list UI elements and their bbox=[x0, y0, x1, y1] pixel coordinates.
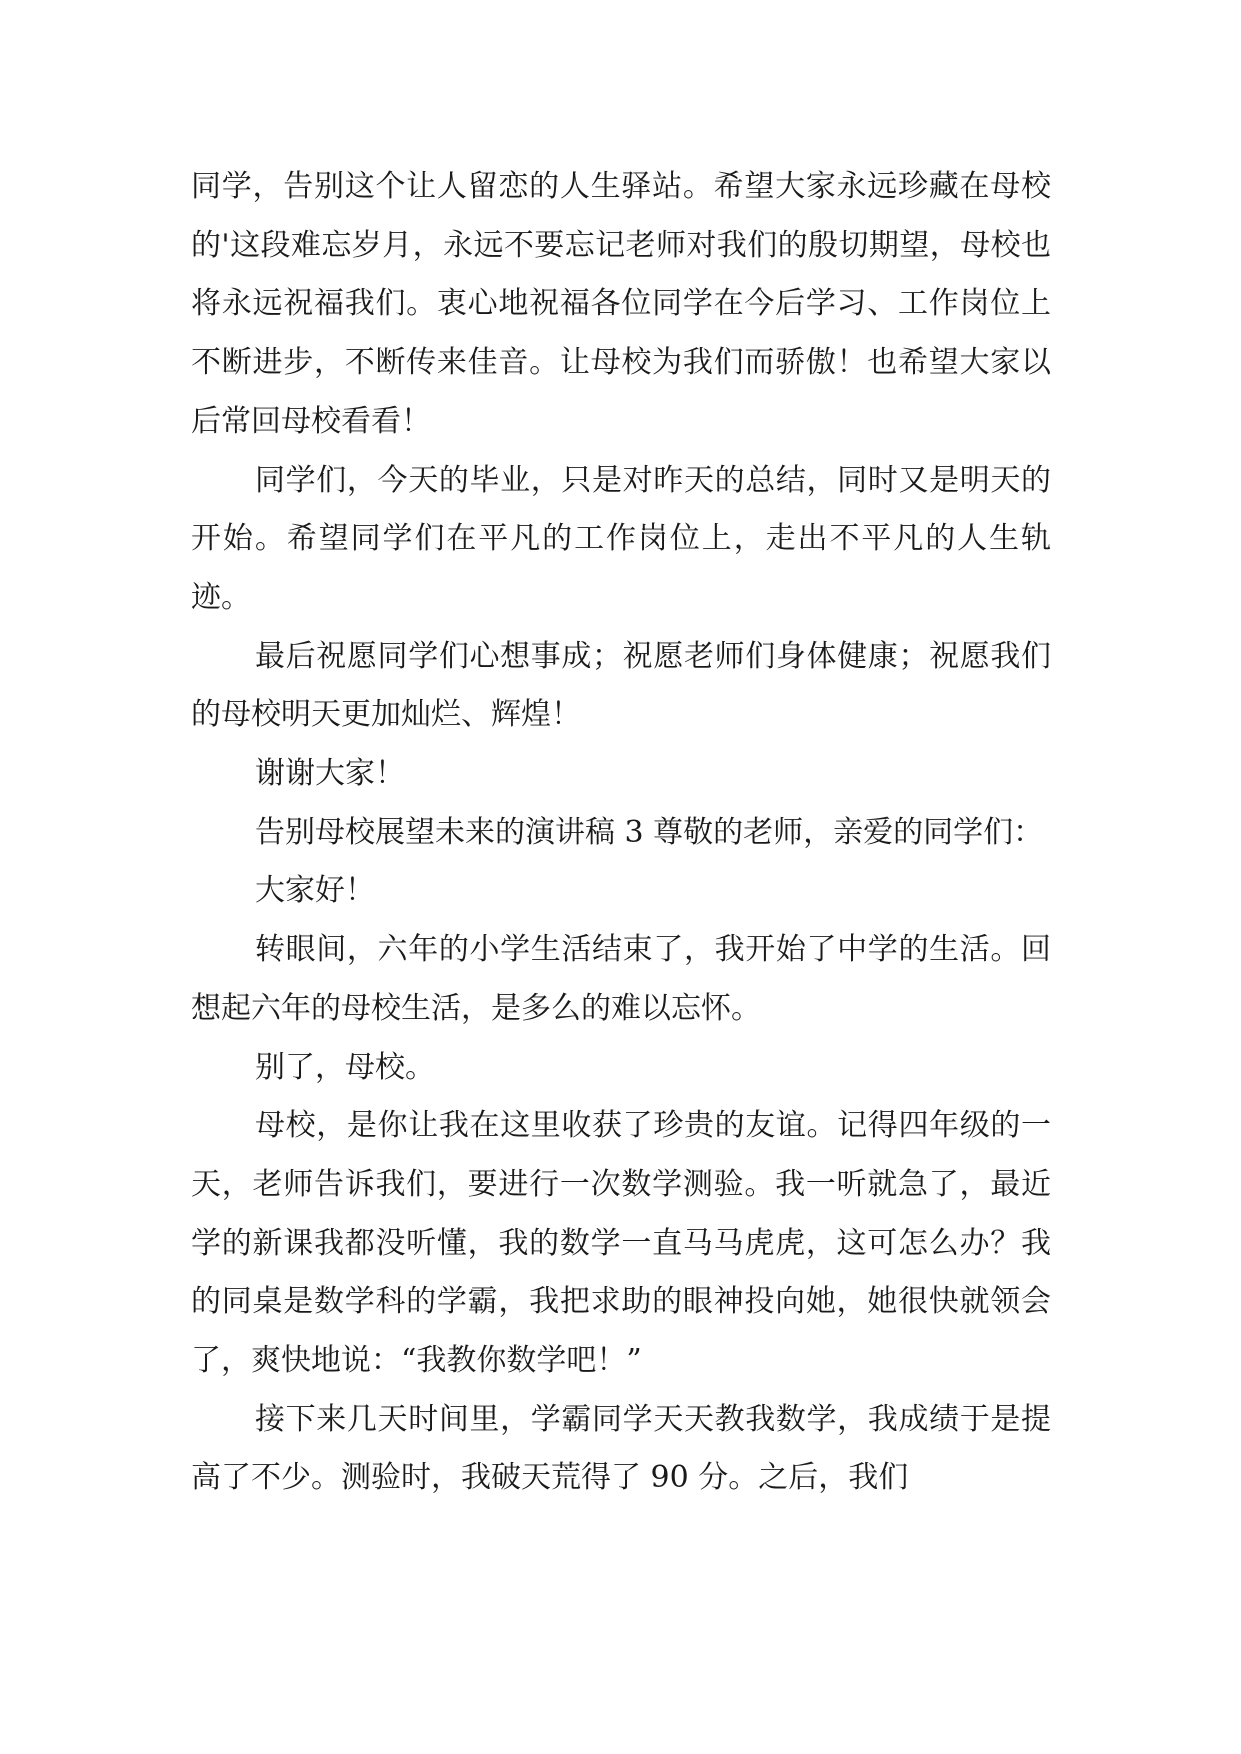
document-body bbox=[191, 158, 1051, 1508]
paragraph-9: 母校，是你让我在这里收获了珍贵的友谊。记得四年级的一天，老师告诉我们，要进行一次数学测验。我一听就急了，最近学的新课我都没听懂，我的数学一直马马虎虎，这可怎么办？我的同桌是数学科的学霸，我把求助的眼神投向她，她很快就领会了，爽快地说：“我教你数学吧！” bbox=[191, 1108, 1051, 1379]
paragraph-10: 接下来几天时间里，学霸同学天天教我数学，我成绩于是提高了不少。测验时，我破天荒得了 90 分。之后，我们 bbox=[191, 1401, 1051, 1496]
paragraph-4: 谢谢大家！ bbox=[255, 756, 405, 792]
paragraph-5: 告别母校展望未来的演讲稿 3 尊敬的老师，亲爱的同学们： bbox=[255, 814, 1044, 850]
paragraph-1: 同学，告别这个让人留恋的人生驿站。希望大家永远珍藏在母校的'这段难忘岁月，永远不要忘记老师对我们的殷切期望，母校也将永远祝福我们。衷心地祝福各位同学在今后学习、工作岗位上不断进步，不断传来佳音。让母校为我们而骄傲！也希望大家以后常回母校看看！ bbox=[191, 169, 1051, 439]
paragraph-3: 最后祝愿同学们心想事成；祝愿老师们身体健康；祝愿我们的母校明天更加灿烂、辉煌！ bbox=[191, 638, 1051, 733]
paragraph-8: 别了，母校。 bbox=[255, 1049, 435, 1085]
paragraph-7: 转眼间，六年的小学生活结束了，我开始了中学的生活。回想起六年的母校生活，是多么的难以忘怀。 bbox=[191, 932, 1051, 1026]
paragraph-2: 同学们，今天的毕业，只是对昨天的总结，同时又是明天的开始。希望同学们在平凡的工作岗位上，走出不平凡的人生轨迹。 bbox=[191, 462, 1051, 615]
paragraph-6: 大家好！ bbox=[255, 873, 375, 909]
